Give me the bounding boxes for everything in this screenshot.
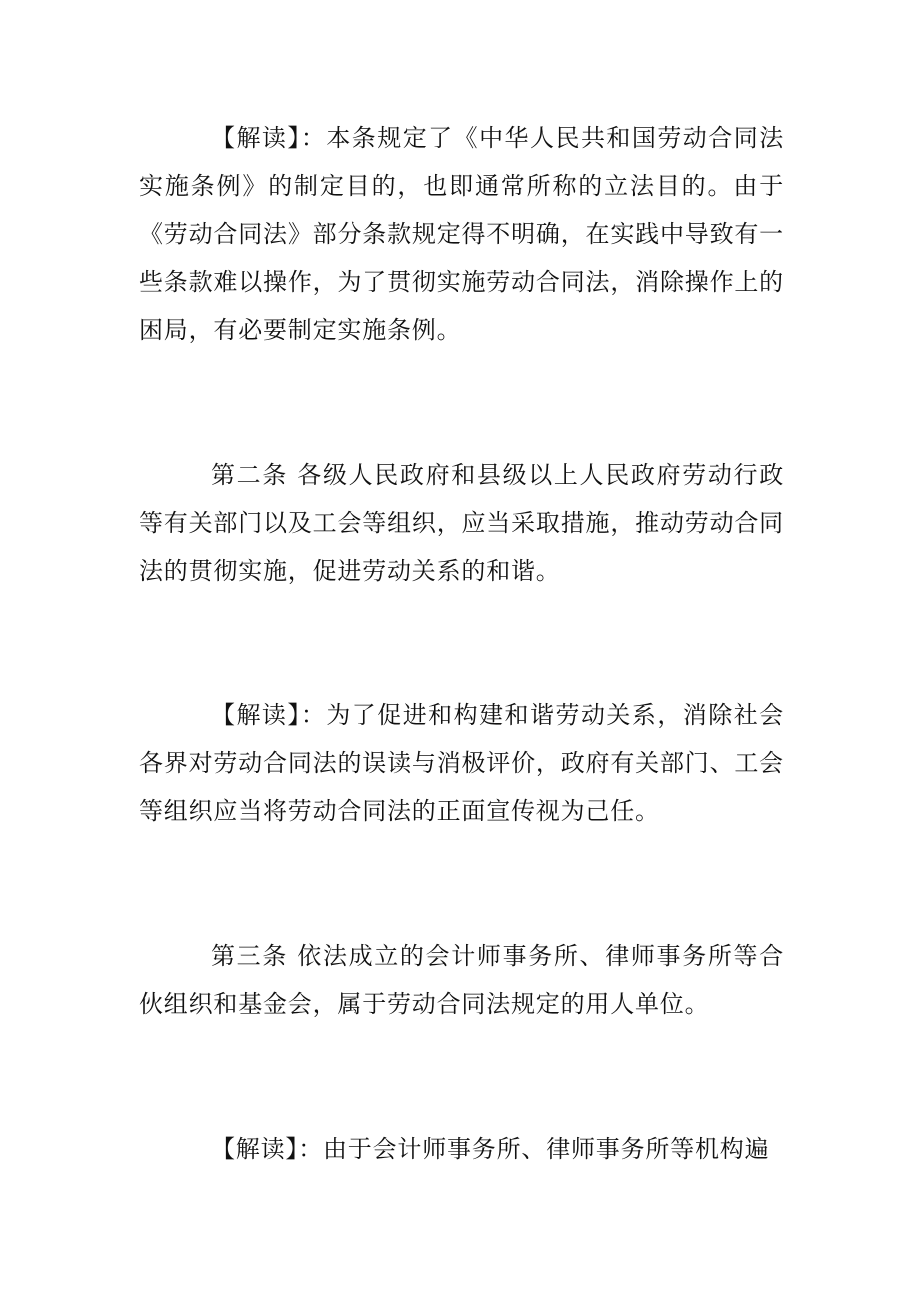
paragraph-interpretation-article-1: 【解读】：本条规定了《中华人民共和国劳动合同法实施条例》的制定目的，也即通常所称的立法目的。由于《劳动合同法》部分条款规定得不明确，在实践中导致有一些条款难以操作，为了贯彻实施劳动合同法，消除操作上的困局，有必要制定实施条例。: [139, 124, 784, 344]
paragraph-interpretation-article-3: 【解读】：由于会计师事务所、律师事务所等机构遍: [211, 1135, 770, 1163]
paragraph-article-3: 第三条 依法成立的会计师事务所、律师事务所等合伙组织和基金会，属于劳动合同法规定的用人单位。: [139, 942, 784, 1018]
paragraph-interpretation-article-2: 【解读】：为了促进和构建和谐劳动关系，消除社会各界对劳动合同法的误读与消极评价，政府有关部门、工会等组织应当将劳动合同法的正面宣传视为己任。: [139, 701, 784, 825]
paragraph-article-2: 第二条 各级人民政府和县级以上人民政府劳动行政等有关部门以及工会等组织，应当采取措施，推动劳动合同法的贯彻实施，促进劳动关系的和谐。: [139, 461, 784, 585]
